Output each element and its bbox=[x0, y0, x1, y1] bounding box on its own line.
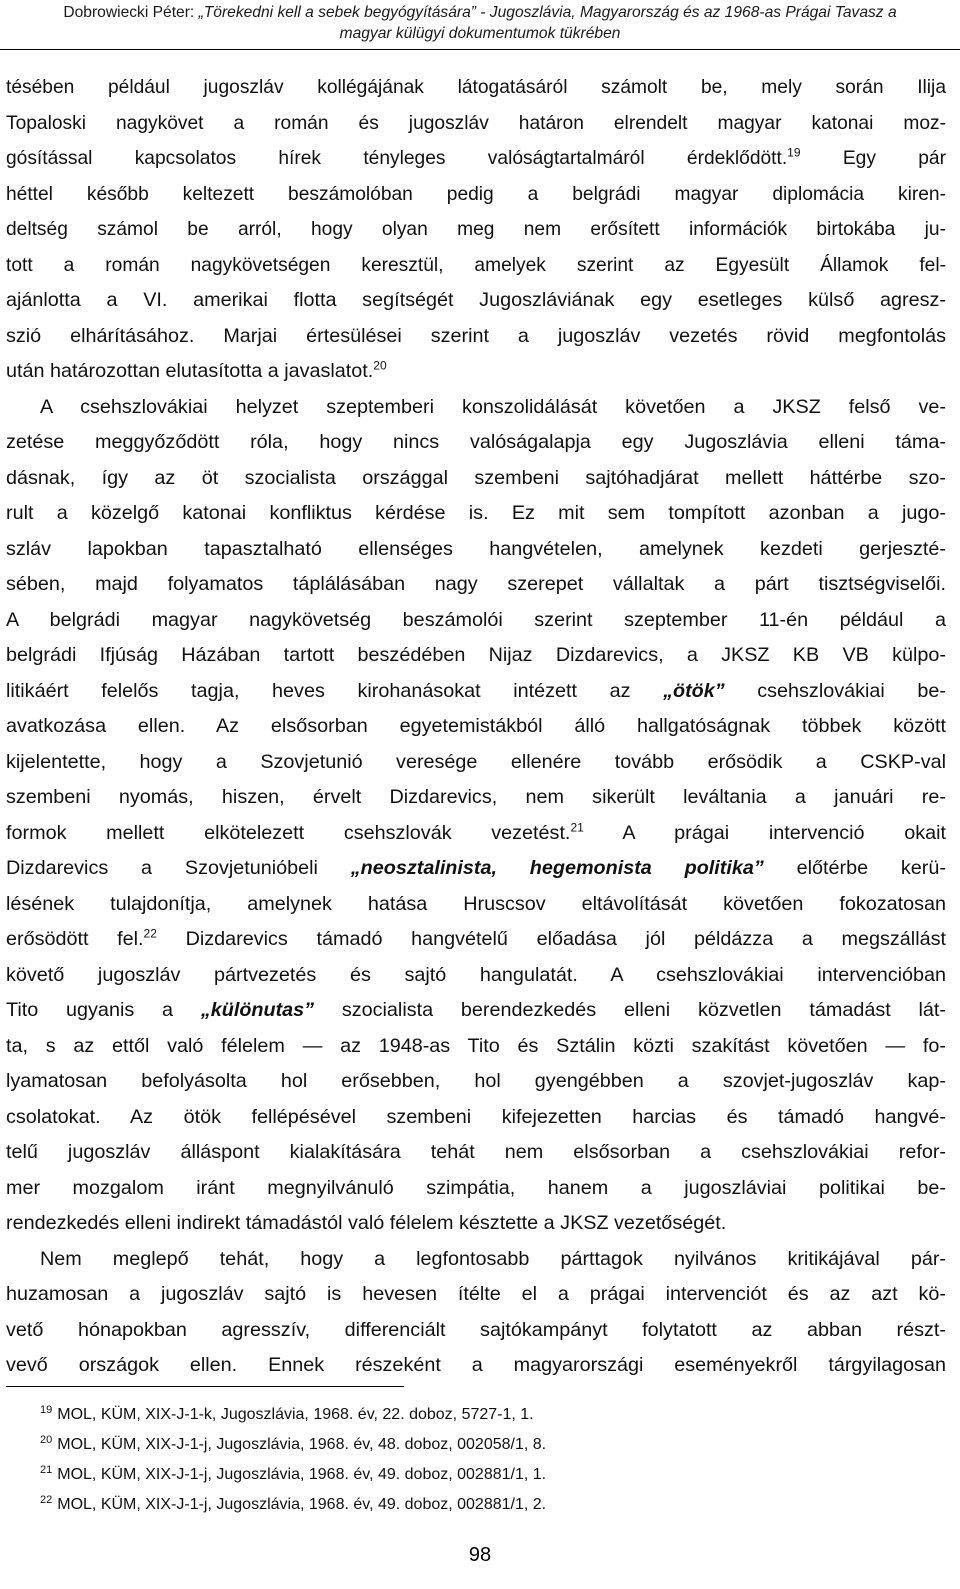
text-line: tott a román nagykövetségen keresztül, amelyek szerint az Egyesült Államok fel- bbox=[6, 254, 946, 276]
italic-term: „neosztalinista, hegemonista politika” bbox=[350, 857, 764, 879]
footnote-19 bbox=[40, 1400, 940, 1430]
footnote-text: MOL, KÜM, XIX-J-1-j, Jugoszlávia, 1968. év, 48. doboz, 002058/1, 8. bbox=[57, 1436, 547, 1453]
footnote-text: MOL, KÜM, XIX-J-1-j, Jugoszlávia, 1968. év, 49. doboz, 002881/1, 1. bbox=[57, 1466, 547, 1483]
text-line: A csehszlovákiai helyzet szeptemberi konszolidálását követően a JKSZ felső ve- bbox=[40, 395, 946, 418]
text-line bbox=[6, 851, 946, 887]
text-span: előtérbe kerü- bbox=[796, 857, 946, 879]
text-line: szembeni nyomás, hiszen, érvelt Dizdarevics, nem sikerült leváltania a januári re- bbox=[6, 786, 946, 808]
footnote-ref-21[interactable]: 21 bbox=[570, 819, 584, 834]
text-line bbox=[6, 354, 946, 390]
text-line: telű jugoszláv álláspont kialakítására tehát nem elsősorban a csehszlovákiai refor- bbox=[6, 1141, 946, 1163]
footnote-21 bbox=[40, 1460, 940, 1490]
footnote-22 bbox=[40, 1490, 940, 1520]
text-line: csolatokat. Az ötök fellépésével szembeni kifejezetten harcias és támadó hangvé- bbox=[6, 1105, 946, 1128]
header-author: Dobrowiecki Péter: bbox=[63, 4, 199, 21]
header-title: „Törekedni kell a sebek begyógyítására” - Jugoszlávia, Magyarország és az 1968-as Prágai Tavasz a bbox=[198, 4, 897, 21]
text-line: vevő országok ellen. Ennek részeként a magyarországi eseményekről tárgyilagosan bbox=[6, 1354, 946, 1376]
text-line: szláv lapokban tapasztalható ellenséges hangvételen, amelynek kezdeti gerjeszté- bbox=[6, 537, 946, 560]
text-line: zetése meggyőződött róla, hogy nincs valóságalapja egy Jugoszlávia elleni táma- bbox=[6, 431, 946, 453]
footnotes bbox=[40, 1400, 940, 1520]
text-span: formok mellett elkötelezett csehszlovák vezetést. bbox=[6, 821, 571, 844]
text-span: Egy pár bbox=[842, 148, 946, 169]
text-span: Dizdarevics támadó hangvételű előadása jól példázza a megszállást bbox=[185, 928, 946, 950]
text-span: A prágai intervenció okait bbox=[622, 821, 946, 844]
text-line: ta, s az ettől való félelem — az 1948-as Tito és Sztálin közti szakítást követően — fo- bbox=[6, 1034, 946, 1057]
footnote-text: MOL, KÜM, XIX-J-1-j, Jugoszlávia, 1968. év, 49. doboz, 002881/1, 2. bbox=[57, 1496, 547, 1513]
paragraph-1 bbox=[6, 70, 946, 390]
text-line bbox=[6, 993, 946, 1029]
paragraph-2 bbox=[6, 390, 946, 1242]
text-line: lyamatosan befolyásolta hol erősebben, hol gyengébben a szovjet-jugoszláv kap- bbox=[6, 1070, 946, 1092]
text-line: deltség számol be arról, hogy olyan meg nem erősített információk birtokába ju- bbox=[6, 219, 946, 240]
footnote-20 bbox=[40, 1430, 940, 1460]
body-text bbox=[6, 70, 946, 1384]
text-line: szió elhárításához. Marjai értesülései szerint a jugoszláv vezetés rövid megfontolás bbox=[6, 324, 946, 347]
text-line: ajánlotta a VI. amerikai flotta segítségét Jugoszláviának egy esetleges külső agresz- bbox=[6, 289, 946, 311]
text-span: gósítással kapcsolatos hírek tényleges valóságtartalmáról érdeklődött. bbox=[6, 148, 788, 169]
text-line: Topaloski nagykövet a román és jugoszláv határon elrendelt magyar katonai moz- bbox=[6, 112, 946, 134]
footnote-ref-19[interactable]: 19 bbox=[787, 145, 801, 160]
text-span: erősödött fel. bbox=[6, 928, 144, 950]
footnote-ref-22[interactable]: 22 bbox=[143, 926, 157, 941]
text-line: követő jugoszláv pártvezetés és sajtó hangulatát. A csehszlovákiai intervencióban bbox=[6, 963, 946, 986]
footnote-number: 22 bbox=[40, 1493, 53, 1506]
text-span: szocialista berendezkedés elleni közvetlen támadást lát- bbox=[341, 999, 946, 1021]
text-line: avatkozása ellen. Az elsősorban egyetemistákból álló hallgatóságnak többek között bbox=[6, 715, 946, 737]
text-line: rult a közelgő katonai konfliktus kérdése is. Ez mit sem tompított azonban a jugo- bbox=[6, 502, 946, 524]
text-line: héttel később keltezett beszámolóban pedig a belgrádi magyar diplomácia kiren- bbox=[6, 183, 946, 205]
text-line: sében, majd folyamatos táplálásában nagy szerepet vállaltak a párt tisztségviselői. bbox=[6, 573, 946, 595]
text-line: lésének tulajdonítja, amelynek hatása Hruscsov eltávolítását követően fokozatosan bbox=[6, 892, 946, 915]
header-rule bbox=[0, 49, 960, 50]
text-line bbox=[6, 922, 946, 958]
text-line: mer mozgalom iránt megnyilvánuló szimpátia, hanem a jugoszláviai politikai be- bbox=[6, 1176, 946, 1199]
footnote-number: 21 bbox=[40, 1463, 53, 1476]
text-line bbox=[6, 816, 946, 852]
text-line: rendezkedés elleni indirekt támadástól való félelem késztette a JKSZ vezetőségét. bbox=[6, 1212, 727, 1234]
text-line: A belgrádi magyar nagykövetség beszámolói szerint szeptember 11-én például a bbox=[6, 608, 946, 631]
header-title-cont: magyar külügyi dokumentumok tükrében bbox=[339, 25, 621, 42]
text-line bbox=[6, 141, 946, 177]
text-span: Dizdarevics a Szovjetunióbeli bbox=[6, 857, 318, 879]
running-header bbox=[0, 2, 960, 50]
footnote-ref-20[interactable]: 20 bbox=[373, 358, 387, 373]
header-line-2 bbox=[0, 23, 960, 44]
text-line bbox=[6, 674, 946, 710]
text-span: után határozottan elutasította a javaslatot. bbox=[6, 360, 374, 382]
text-span: csehszlovákiai be- bbox=[757, 679, 946, 702]
text-line: huzamosan a jugoszláv sajtó is hevesen ítélte el a prágai intervenciót és az azt kö- bbox=[6, 1283, 946, 1305]
footnote-text: MOL, KÜM, XIX-J-1-k, Jugoszlávia, 1968. év, 22. doboz, 5727-1, 1. bbox=[57, 1406, 534, 1423]
paragraph-3 bbox=[6, 1242, 946, 1384]
text-line: vető hónapokban agresszív, differenciált sajtókampányt folytatott az abban részt- bbox=[6, 1318, 946, 1341]
text-line: dásnak, így az öt szocialista országgal szembeni sajtóhadjárat mellett háttérbe szo- bbox=[6, 466, 946, 489]
text-line: tésében például jugoszláv kollégájának látogatásáról számolt be, mely során Ilija bbox=[6, 77, 946, 98]
page-number: 98 bbox=[468, 1544, 492, 1566]
footnote-number: 19 bbox=[40, 1403, 53, 1416]
italic-term: „különutas” bbox=[200, 999, 315, 1021]
header-line-1 bbox=[0, 2, 960, 23]
text-line: kijelentette, hogy a Szovjetunió veresége ellenére tovább erősödik a CSKP-val bbox=[6, 750, 946, 773]
text-span: litikáért felelős tagja, heves kirohanásokat intézett az bbox=[6, 679, 631, 702]
text-line: Nem meglepő tehát, hogy a legfontosabb párttagok nyilvános kritikájával pár- bbox=[40, 1247, 946, 1270]
italic-term: „ötök” bbox=[663, 679, 725, 702]
text-line: belgrádi Ifjúság Házában tartott beszédében Nijaz Dizdarevics, a JKSZ KB VB külpo- bbox=[6, 644, 946, 666]
text-span: Tito ugyanis a bbox=[6, 999, 174, 1021]
footnote-number: 20 bbox=[40, 1433, 53, 1446]
footnote-separator bbox=[6, 1386, 404, 1387]
